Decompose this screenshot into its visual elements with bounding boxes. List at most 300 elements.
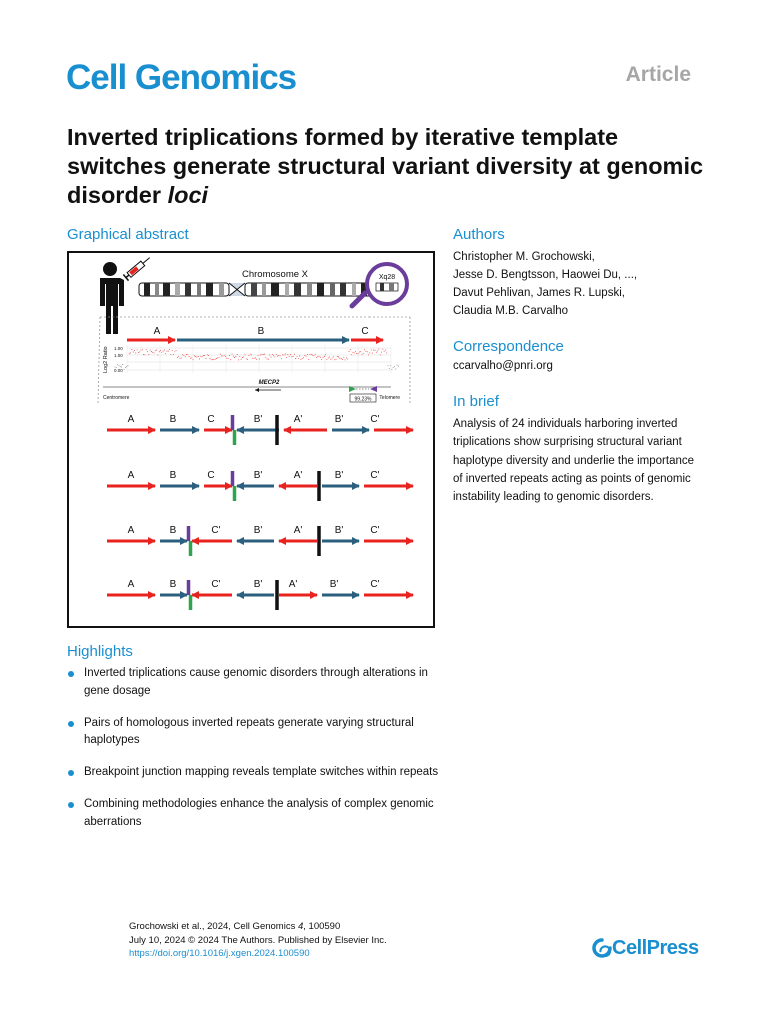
datapoint (202, 356, 203, 357)
datapoint (332, 358, 333, 359)
datapoint (368, 354, 369, 355)
datapoint (267, 359, 268, 360)
datapoint (297, 356, 298, 357)
datapoint (215, 359, 216, 360)
datapoint (286, 357, 287, 358)
datapoint (285, 354, 286, 355)
datapoint (204, 355, 205, 356)
datapoint (377, 350, 378, 351)
datapoint (263, 354, 264, 355)
datapoint (225, 356, 226, 357)
datapoint (326, 359, 327, 360)
datapoint (178, 356, 179, 357)
gene-arrowhead (255, 388, 259, 392)
datapoint (169, 349, 170, 350)
graphical-abstract-svg (69, 253, 433, 626)
datapoint (360, 351, 361, 352)
datapoint (382, 349, 383, 350)
datapoint (265, 357, 266, 358)
datapoint (228, 358, 229, 359)
datapoint (209, 358, 210, 359)
datapoint (310, 354, 311, 355)
article-type-label: Article (625, 63, 691, 86)
datapoint (272, 354, 273, 355)
datapoint (278, 355, 279, 356)
segment-label: C' (211, 525, 221, 536)
segment-label: B' (253, 470, 263, 481)
datapoint (213, 359, 214, 360)
highlights-list (67, 665, 447, 846)
datapoint (362, 354, 363, 355)
datapoint (186, 354, 187, 355)
citation-prefix: Grochowski et al., 2024, Cell Genomics (129, 921, 298, 932)
datapoint (271, 357, 272, 358)
datapoint (211, 359, 212, 360)
datapoint (304, 355, 305, 356)
datapoint (315, 354, 316, 355)
segment-label: B (169, 579, 177, 590)
datapoint (200, 356, 201, 357)
datapoint (151, 351, 152, 352)
segment-label: A (153, 326, 161, 337)
datapoint (115, 366, 116, 367)
haplotype-rows (107, 414, 413, 610)
datapoint (390, 365, 391, 366)
datapoint (352, 352, 353, 353)
article-title-main: Inverted triplications formed by iterative template switches generate structural variant diversity at genomic disorder (67, 124, 704, 208)
datapoint (206, 358, 207, 359)
segment-label: B' (253, 579, 263, 590)
segment-label: A (127, 470, 135, 481)
datapoint (250, 354, 251, 355)
datapoint (238, 359, 239, 360)
bullet-icon (68, 770, 74, 776)
datapoint (354, 352, 355, 353)
datapoint (134, 350, 135, 351)
datapoint (293, 356, 294, 357)
datapoint (217, 357, 218, 358)
datapoint (226, 358, 227, 359)
segment-label: A (127, 525, 135, 536)
datapoint (139, 351, 140, 352)
datapoint (261, 354, 262, 355)
datapoint (124, 369, 125, 370)
plot-datapoints (115, 349, 399, 370)
datapoint (148, 354, 149, 355)
segment-label: A' (293, 525, 303, 536)
datapoint (137, 349, 138, 350)
zoom-line (98, 317, 100, 403)
datapoint (237, 354, 238, 355)
syringe-icon (123, 255, 152, 281)
datapoint (359, 352, 360, 353)
datapoint (251, 354, 252, 355)
datapoint (193, 359, 194, 360)
datapoint (239, 356, 240, 357)
segment-label: B (169, 525, 177, 536)
centromere-label: Centromere (103, 395, 130, 401)
datapoint (287, 354, 288, 355)
segment-label: C' (370, 470, 380, 481)
datapoint (365, 351, 366, 352)
datapoint (165, 353, 166, 354)
datapoint (224, 355, 225, 356)
datapoint (191, 357, 192, 358)
datapoint (307, 354, 308, 355)
datapoint (384, 351, 385, 352)
segment-label: A (127, 414, 135, 425)
datapoint (277, 356, 278, 357)
datapoint (155, 350, 156, 351)
datapoint (325, 354, 326, 355)
datapoint (291, 356, 292, 357)
datapoint (324, 356, 325, 357)
datapoint (373, 350, 374, 351)
person-icon (100, 262, 124, 334)
datapoint (252, 358, 253, 359)
datapoint (389, 368, 390, 369)
datapoint (334, 359, 335, 360)
correspondence-heading: Correspondence (453, 338, 564, 355)
segment-label: A' (293, 470, 303, 481)
highlight-text: Combining methodologies enhance the analysis of complex genomic aberrations (84, 798, 434, 828)
datapoint (176, 350, 177, 351)
datapoint (207, 354, 208, 355)
haplotype-row (107, 414, 413, 445)
datapoint (336, 359, 337, 360)
datapoint (308, 359, 309, 360)
datapoint (195, 356, 196, 357)
in-brief-heading: In brief (453, 393, 499, 410)
y-tick-label: 1.00 (114, 346, 123, 351)
in-brief-text: Analysis of 24 individuals harboring inverted triplications show surprising structural variant haplotype diversity and underlie the importance of inverted repeats acting as points of genomic instability leading to genomic disorders. (453, 418, 695, 504)
datapoint (264, 354, 265, 355)
author-line[interactable]: Davut Pehlivan, James R. Lupski, (453, 287, 625, 299)
datapoint (194, 355, 195, 356)
datapoint (150, 350, 151, 351)
datapoint (395, 369, 396, 370)
segment-label: C' (370, 414, 380, 425)
datapoint (220, 354, 221, 355)
datapoint (243, 356, 244, 357)
datapoint (303, 357, 304, 358)
datapoint (372, 353, 373, 354)
datapoint (199, 359, 200, 360)
datapoint (388, 365, 389, 366)
datapoint (371, 349, 372, 350)
datapoint (248, 355, 249, 356)
datapoint (143, 354, 144, 355)
telomere-label: Telomere (379, 395, 400, 401)
datapoint (138, 352, 139, 353)
datapoint (126, 366, 127, 367)
band-stripe (389, 283, 394, 291)
datapoint (302, 358, 303, 359)
datapoint (221, 355, 222, 356)
segment-label: C (361, 326, 369, 337)
datapoint (168, 351, 169, 352)
datapoint (391, 369, 392, 370)
datapoint (255, 358, 256, 359)
datapoint (330, 359, 331, 360)
datapoint (164, 349, 165, 350)
datapoint (342, 359, 343, 360)
datapoint (329, 357, 330, 358)
datapoint (130, 352, 131, 353)
datapoint (328, 358, 329, 359)
y-tick-label: 0.00 (114, 368, 123, 373)
datapoint (260, 355, 261, 356)
datapoint (235, 356, 236, 357)
highlight-item (67, 796, 447, 831)
datapoint (256, 359, 257, 360)
datapoint (142, 349, 143, 350)
datapoint (116, 367, 117, 368)
datapoint (212, 359, 213, 360)
datapoint (135, 353, 136, 354)
highlight-item (67, 764, 447, 782)
chromosome-label: Chromosome X (242, 269, 308, 280)
bullet-icon (68, 671, 74, 677)
datapoint (346, 357, 347, 358)
datapoint (170, 354, 171, 355)
bullet-icon (68, 802, 74, 808)
article-title (67, 123, 707, 210)
highlight-text: Pairs of homologous inverted repeats generate varying structural haplotypes (84, 716, 414, 746)
datapoint (380, 354, 381, 355)
datapoint (347, 359, 348, 360)
datapoint (131, 349, 132, 350)
datapoint (144, 354, 145, 355)
datapoint (376, 352, 377, 353)
datapoint (290, 354, 291, 355)
doi-link[interactable]: https://doi.org/10.1016/j.xgen.2024.100590 (129, 948, 310, 959)
datapoint (187, 354, 188, 355)
journal-name: Cell Genomics (66, 58, 297, 97)
datapoint (245, 354, 246, 355)
datapoint (343, 357, 344, 358)
citation-line-2: July 10, 2024 © 2024 The Authors. Published by Elsevier Inc. (129, 934, 387, 946)
datapoint (157, 354, 158, 355)
datapoint (375, 350, 376, 351)
segment-label: B' (253, 414, 263, 425)
datapoint (180, 358, 181, 359)
segment-label: A' (293, 414, 303, 425)
datapoint (386, 352, 387, 353)
datapoint (156, 350, 157, 351)
datapoint (189, 356, 190, 357)
datapoint (369, 353, 370, 354)
citation-block (129, 920, 387, 961)
highlights-heading: Highlights (67, 643, 133, 660)
segment-label: B (169, 414, 177, 425)
datapoint (312, 355, 313, 356)
datapoint (259, 359, 260, 360)
datapoint (181, 357, 182, 358)
datapoint (381, 352, 382, 353)
datapoint (394, 366, 395, 367)
datapoint (358, 353, 359, 354)
segment-label: B (169, 470, 177, 481)
datapoint (333, 356, 334, 357)
band-ideogram (376, 283, 398, 291)
haplotype-row (107, 579, 413, 610)
datapoint (268, 359, 269, 360)
haplotype-row (107, 470, 413, 501)
datapoint (321, 359, 322, 360)
datapoint (247, 359, 248, 360)
datapoint (367, 351, 368, 352)
segment-label: B' (329, 579, 339, 590)
datapoint (276, 354, 277, 355)
highlight-text: Inverted triplications cause genomic disorders through alterations in gene dosage (84, 667, 428, 697)
datapoint (125, 367, 126, 368)
highlight-item (67, 665, 447, 700)
datapoint (341, 358, 342, 359)
datapoint (229, 355, 230, 356)
gene-label: MECP2 (258, 380, 280, 386)
datapoint (120, 366, 121, 367)
datapoint (190, 358, 191, 359)
datapoint (281, 358, 282, 359)
datapoint (160, 350, 161, 351)
datapoint (350, 349, 351, 350)
datapoint (385, 350, 386, 351)
band-label: Xq28 (378, 274, 396, 281)
article-title-italic: loci (167, 182, 209, 208)
datapoint (284, 355, 285, 356)
segment-label: C (207, 414, 215, 425)
datapoint (161, 352, 162, 353)
datapoint (167, 351, 168, 352)
datapoint (177, 357, 178, 358)
datapoint (163, 351, 164, 352)
datapoint (203, 355, 204, 356)
datapoint (364, 349, 365, 350)
band-stripe (380, 283, 384, 291)
datapoint (338, 357, 339, 358)
datapoint (216, 358, 217, 359)
datapoint (185, 356, 186, 357)
datapoint (306, 356, 307, 357)
datapoint (398, 366, 399, 367)
datapoint (337, 356, 338, 357)
datapoint (234, 357, 235, 358)
y-tick-label: 1.00 (114, 353, 123, 358)
datapoint (219, 357, 220, 358)
author-line[interactable]: Christopher M. Grochowski, (453, 251, 595, 263)
identity-label: 99.23% (354, 396, 372, 403)
datapoint (289, 356, 290, 357)
datapoint (172, 350, 173, 351)
cellpress-logo-icon (590, 936, 614, 966)
correspondence-email[interactable]: ccarvalho@pnri.org (453, 360, 553, 372)
segment-label: B' (334, 414, 344, 425)
bullet-icon (68, 721, 74, 727)
datapoint (117, 364, 118, 365)
datapoint (294, 354, 295, 355)
haplotype-row (107, 525, 413, 556)
datapoint (122, 364, 123, 365)
segment-label: A (127, 579, 135, 590)
datapoint (320, 357, 321, 358)
datapoint (232, 354, 233, 355)
segment-label: B (257, 326, 265, 337)
segment-label: A' (288, 579, 298, 590)
datapoint (152, 352, 153, 353)
datapoint (349, 351, 350, 352)
datapoint (356, 353, 357, 354)
log-ratio-label: Log2 Ratio (103, 346, 109, 373)
authors-heading: Authors (453, 226, 505, 243)
datapoint (246, 358, 247, 359)
datapoint (174, 351, 175, 352)
datapoint (280, 355, 281, 356)
author-list (453, 248, 703, 320)
datapoint (147, 351, 148, 352)
datapoint (222, 356, 223, 357)
citation-line-1 (129, 920, 387, 934)
datapoint (316, 357, 317, 358)
datapoint (397, 365, 398, 366)
datapoint (323, 357, 324, 358)
datapoint (273, 355, 274, 356)
datapoint (319, 356, 320, 357)
author-line[interactable]: Claudia M.B. Carvalho (453, 305, 569, 317)
datapoint (339, 358, 340, 359)
highlight-item (67, 715, 447, 750)
segment-label: B' (253, 525, 263, 536)
highlight-text: Breakpoint junction mapping reveals template switches within repeats (84, 766, 439, 778)
datapoint (254, 358, 255, 359)
segment-label: C' (211, 579, 221, 590)
datapoint (198, 356, 199, 357)
graphical-abstract-heading: Graphical abstract (67, 226, 189, 243)
datapoint (313, 355, 314, 356)
datapoint (378, 349, 379, 350)
datapoint (363, 353, 364, 354)
datapoint (241, 359, 242, 360)
datapoint (208, 355, 209, 356)
graphical-abstract-figure (67, 251, 435, 628)
datapoint (393, 367, 394, 368)
datapoint (118, 365, 119, 366)
datapoint (258, 355, 259, 356)
datapoint (230, 359, 231, 360)
segment-label: B' (334, 470, 344, 481)
datapoint (196, 357, 197, 358)
datapoint (282, 354, 283, 355)
datapoint (300, 359, 301, 360)
datapoint (233, 356, 234, 357)
citation-volume: 4 (297, 921, 304, 932)
publisher-name: CellPress (612, 937, 699, 959)
datapoint (274, 356, 275, 357)
segment-label: C (207, 470, 215, 481)
datapoint (141, 350, 142, 351)
datapoint (345, 359, 346, 360)
datapoint (298, 358, 299, 359)
segment-label: B' (334, 525, 344, 536)
datapoint (133, 352, 134, 353)
datapoint (355, 351, 356, 352)
segment-label: C' (370, 579, 380, 590)
datapoint (183, 355, 184, 356)
datapoint (121, 367, 122, 368)
datapoint (159, 351, 160, 352)
author-line[interactable]: Jesse D. Bengtsson, Haowei Du, ..., (453, 269, 638, 281)
datapoint (242, 357, 243, 358)
